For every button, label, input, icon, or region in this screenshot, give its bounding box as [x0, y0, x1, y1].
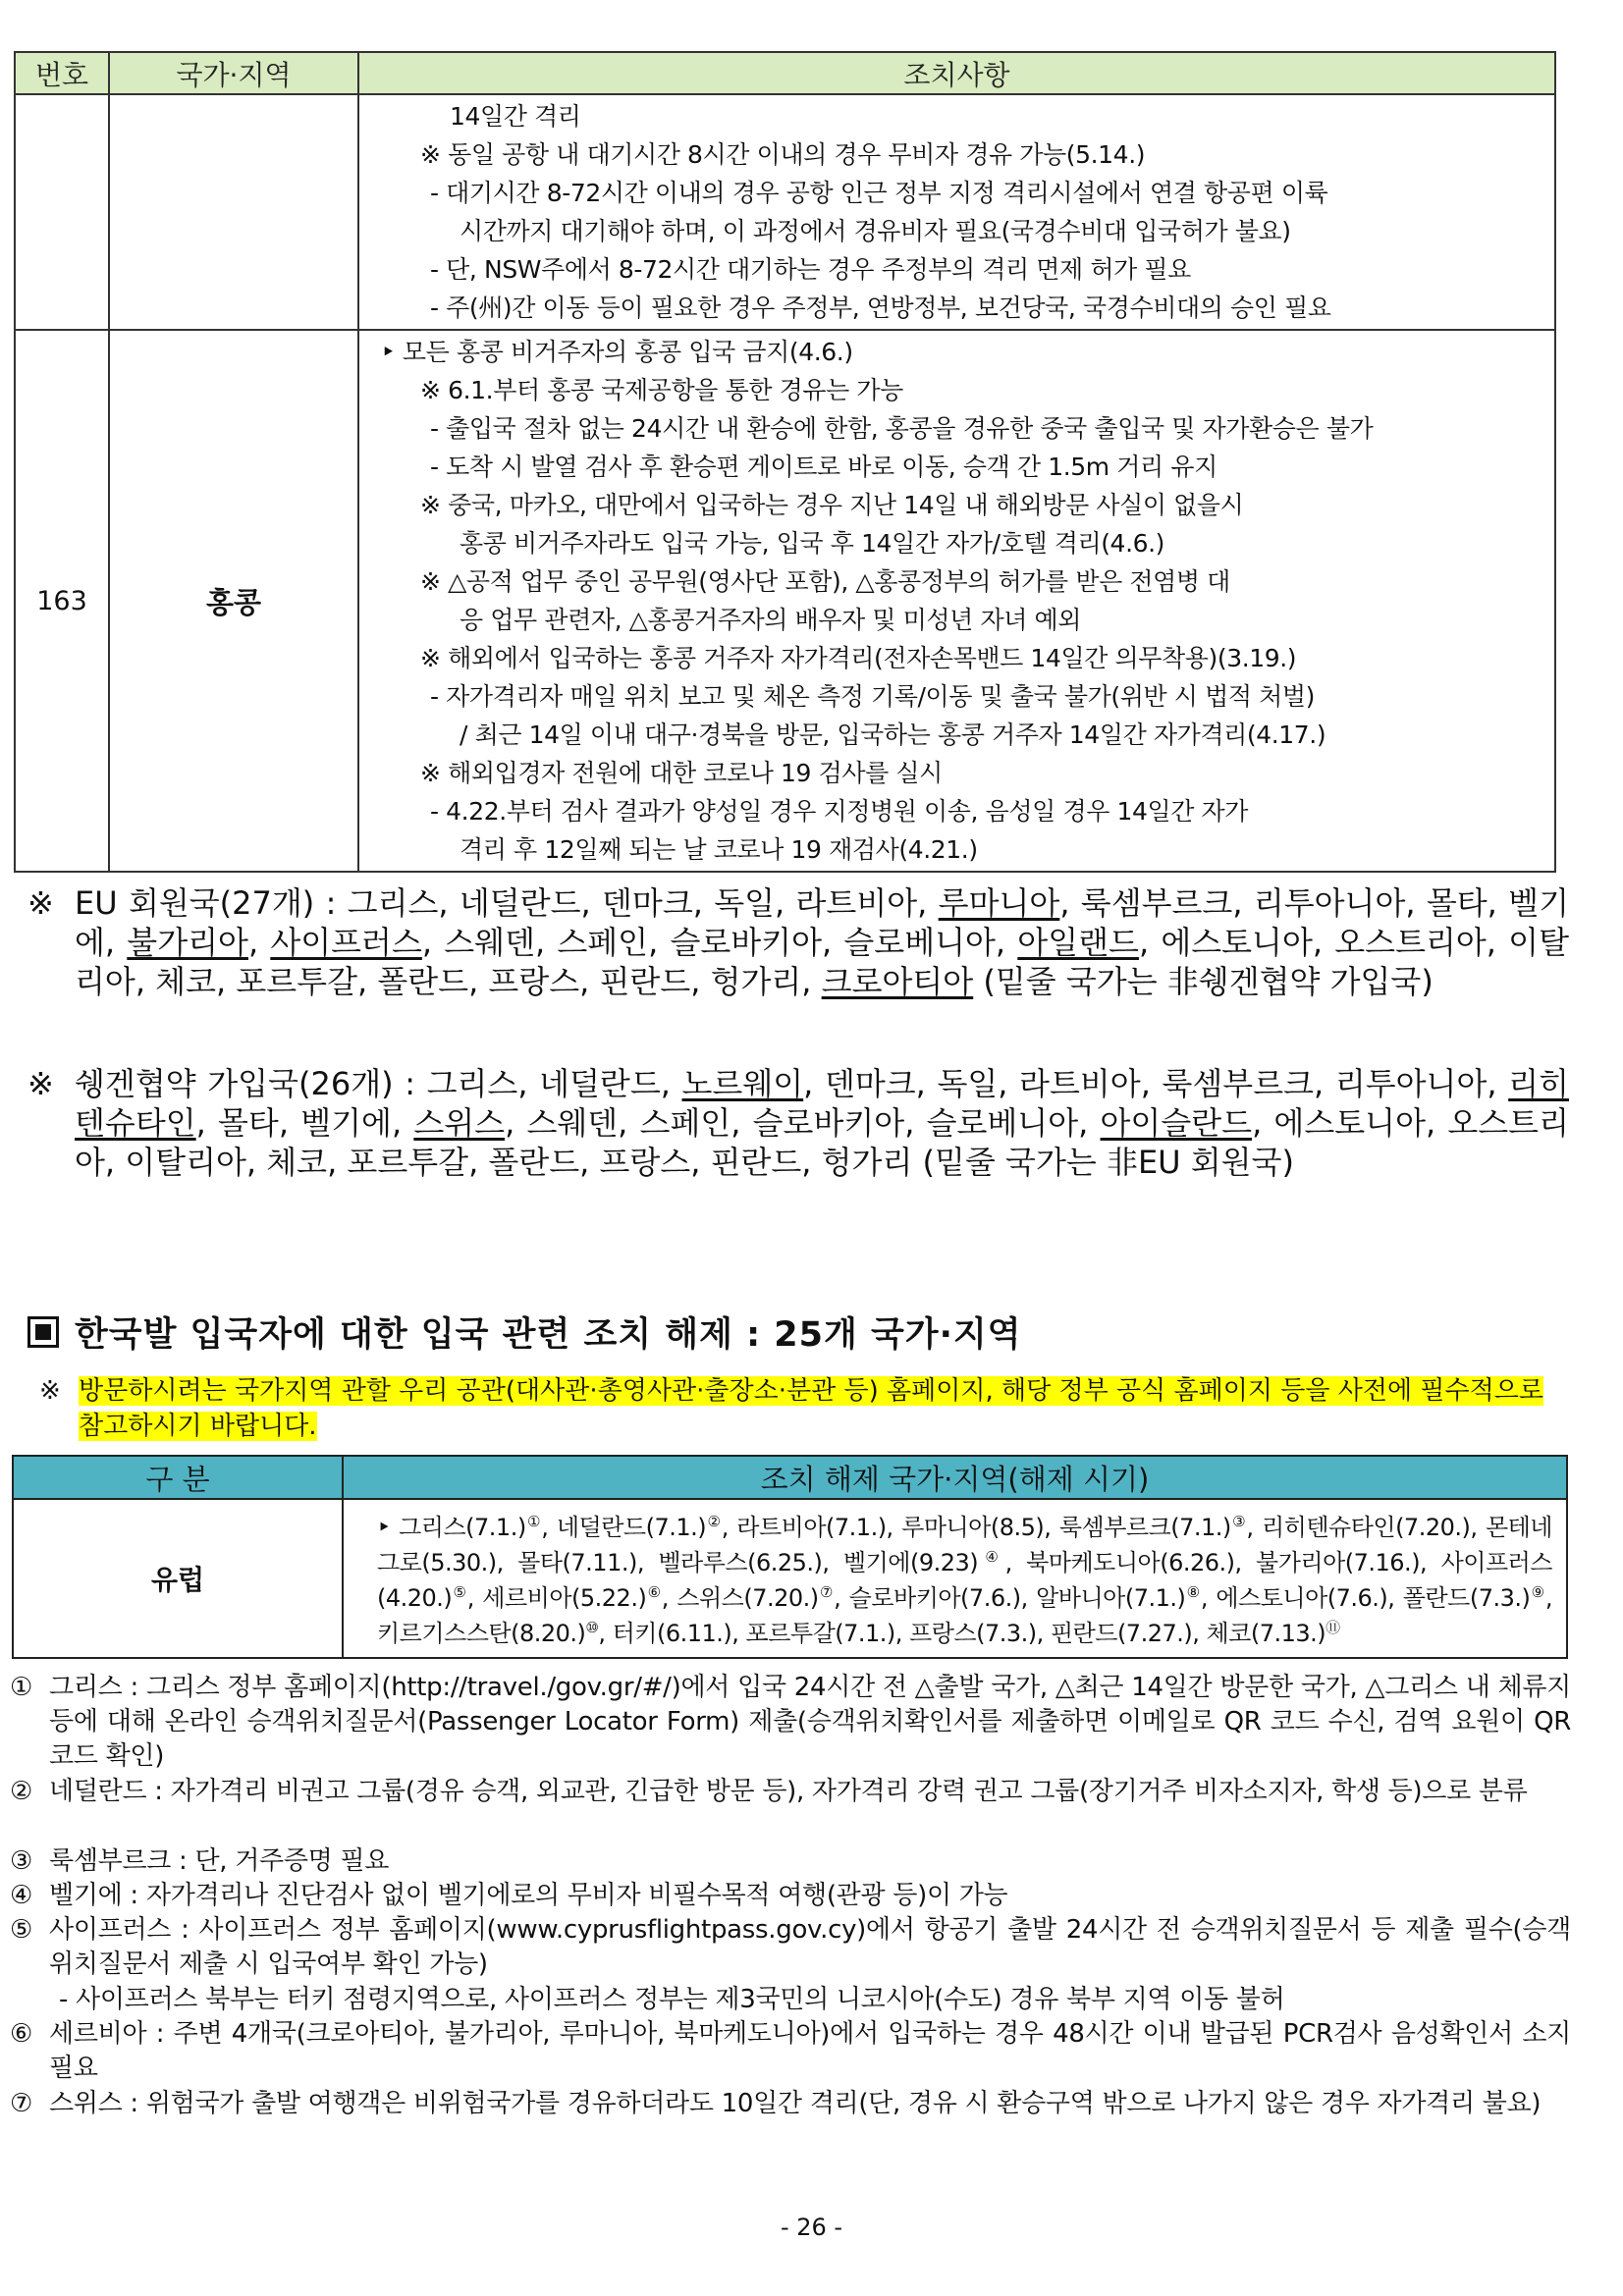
lifted-country-entry: , 슬로바키아(7.6.), 알바니아(7.1.) [834, 1584, 1186, 1612]
measure-line: ※ 6.1.부터 홍콩 국제공항을 통한 경유는 가능 [420, 376, 903, 404]
lifted-country-entry: , 에스토니아(7.6.), 폴란드(7.3.) [1200, 1584, 1531, 1612]
eu-members-text [75, 883, 1569, 1001]
measure-line: / 최근 14일 이내 대구·경북을 방문, 입국하는 홍콩 거주자 14일간 자가격리(4.17.) [460, 721, 1326, 749]
note-mark: ※ [27, 1065, 54, 1102]
measure-line: ※ △공적 업무 중인 공무원(영사단 포함), △홍콩정부의 허가를 받은 전염병 대 [420, 567, 1230, 596]
underlined-country: 스위스 [413, 1104, 506, 1142]
note-text-segment: , 에스토니아, 오스트리아, 이탈리아, 체코, 포르투갈, 폴란드, 프랑스, 핀란드, 헝가리 (밑줄 국가는 非EU 회원국) [75, 1104, 1570, 1181]
measure-line: ※ 동일 공항 내 대기시간 8시간 이내의 경우 무비자 경유 가능(5.14.) [420, 140, 1146, 169]
underlined-country: 불가리아 [127, 924, 248, 961]
eu-members-note [27, 883, 1569, 1001]
underlined-country: 크로아티아 [821, 963, 974, 1000]
lifted-country-entry: , 키르기스스탄(8.20.) [377, 1584, 1552, 1647]
cell-measures-hongkong [358, 330, 1555, 872]
measure-line: ※ 중국, 마카오, 대만에서 입국하는 경우 지난 14일 내 해외방문 사실이 없을시 [420, 491, 1244, 519]
footnote-item [10, 1671, 1571, 1774]
lifted-country-entry: , 세르비아(5.22.) [466, 1584, 647, 1612]
measure-line: - 대기시간 8-72시간 이내의 경우 공항 인근 정부 지정 격리시설에서 연결 항공편 이륙 [430, 179, 1328, 207]
footnote-item [10, 1913, 1571, 1982]
measure-line: ‣ 모든 홍콩 비거주자의 홍콩 입국 금지(4.6.) [381, 338, 853, 366]
measure-line: - 단, NSW주에서 8-72시간 대기하는 경우 주정부의 격리 면제 허가 필요 [430, 255, 1191, 284]
note-text-segment: , [247, 924, 271, 961]
underlined-country: 사이프러스 [270, 924, 422, 961]
measure-line: ※ 해외에서 입국하는 홍콩 거주자 자가격리(전자손목밴드 14일간 의무착용)(3.19.) [420, 644, 1297, 672]
header-measures: 조치사항 [358, 52, 1555, 94]
note-text-segment: , 덴마크, 독일, 라트비아, 룩셈부르크, 리투아니아, [803, 1065, 1509, 1102]
underlined-country: 루마니아 [938, 884, 1060, 922]
footnote-marker: ⑤ [10, 1915, 33, 1945]
measure-line: 14일간 격리 [450, 102, 581, 131]
footnote-marker: ③ [10, 1846, 33, 1876]
measure-line: 홍콩 비거주자라도 입국 가능, 입국 후 14일간 자가/호텔 격리(4.6.) [460, 529, 1165, 558]
footnote-marker: ⑦ [10, 2089, 33, 2118]
note-text-segment: , 스웨덴, 스페인, 슬로바키아, 슬로베니아, [505, 1104, 1101, 1142]
measure-line: ※ 해외입경자 전원에 대한 코로나 19 검사를 실시 [420, 759, 943, 787]
note-text-segment: EU 회원국(27개) : 그리스, 네덜란드, 덴마크, 독일, 라트비아, [75, 884, 939, 922]
footnote-item [10, 1844, 1571, 1879]
footnote-ref: ⑧ [1185, 1583, 1201, 1601]
table-row-europe [13, 1499, 1567, 1658]
cell-region: 유럽 [13, 1499, 343, 1658]
footnote-text: 네덜란드 : 자가격리 비권고 그룹(경유 승객, 외교관, 긴급한 방문 등), 자가격리 강력 권고 그룹(장기거주 비자소지자, 학생 등)으로 분류 [49, 1777, 1528, 1806]
footnote-ref: ① [525, 1513, 542, 1530]
footnote-marker: ⑥ [10, 2019, 33, 2049]
note-text-segment: (밑줄 국가는 非쉥겐협약 가입국) [973, 963, 1434, 1000]
measure-line: - 출입국 절차 없는 24시간 내 환승에 한함, 홍콩을 경유한 중국 출입국 및 자가환승은 불가 [430, 414, 1374, 443]
footnote-text: 벨기에 : 자가격리나 진단검사 없이 벨기에로의 무비자 비필수목적 여행(관광 등)이 가능 [49, 1881, 1008, 1910]
square-bullet-icon [27, 1316, 59, 1348]
measures-table-header [15, 52, 1555, 94]
underlined-country: 아일랜드 [1017, 924, 1139, 961]
footnote-item [10, 2017, 1571, 2086]
footnote-ref: ⑪ [1325, 1619, 1340, 1636]
footnote-text: 그리스 : 그리스 정부 홈페이지(http://travel./gov.gr/#/)에서 입국 24시간 전 △출발 국가, △최근 14일간 방문한 국가, △그리스 내 체류지 등에 대해 온라인 승객위치질문서(Passenger Locator Form) 제출(승객위치확인서를 제출하면 이메일로 QR 코드 수신, 검역 요원이 QR 코드 확인) [49, 1673, 1571, 1771]
lifted-country-entry: , 터키(6.11.), 포르투갈(7.1.), 프랑스(7.3.), 핀란드(7.27.), 체코(7.13.) [598, 1620, 1326, 1647]
underlined-country: 아이슬란드 [1100, 1104, 1253, 1142]
cell-country-list [343, 1499, 1567, 1658]
header-country: 국가·지역 [109, 52, 358, 94]
lifted-country-entry: ‣ 그리스(7.1.) [377, 1514, 526, 1541]
cell-number: 163 [15, 330, 109, 872]
footnote-item [10, 1775, 1571, 1809]
footnote-item [10, 2087, 1571, 2121]
cell-measures-continued [358, 94, 1555, 330]
footnote-ref: ⑤ [452, 1583, 467, 1601]
measure-line: 격리 후 12일째 되는 날 코로나 19 재검사(4.21.) [460, 835, 978, 864]
notice-mark: ※ [39, 1376, 61, 1406]
measure-line: - 도착 시 발열 검사 후 환승편 게이트로 바로 이동, 승객 간 1.5m 거리 유지 [430, 453, 1217, 481]
footnote-ref: ④ [978, 1548, 1005, 1566]
lifted-measures-table [12, 1455, 1568, 1659]
table-row-continued [15, 94, 1555, 330]
header-category: 구 분 [13, 1456, 343, 1499]
lifted-country-entry: , 라트비아(7.1.), 루마니아(8.5), 룩셈부르크(7.1.) [721, 1514, 1231, 1541]
lifted-country-entry: , 북마케도니아(6.26.), 불가리아(7.16.), 사이프러스(4.20.) [377, 1549, 1552, 1612]
measure-line: 시간까지 대기해야 하며, 이 과정에서 경유비자 필요(국경수비대 입국허가 불요) [460, 217, 1291, 245]
schengen-members-note [27, 1064, 1569, 1182]
footnote-ref: ⑦ [818, 1583, 835, 1601]
footnote-ref: ⑨ [1530, 1583, 1545, 1601]
note-text-segment: , 스웨덴, 스페인, 슬로바키아, 슬로베니아, [421, 924, 1018, 961]
footnote-subnote [10, 1983, 1571, 2017]
measures-table [14, 51, 1556, 873]
underlined-country: 노르웨이 [681, 1065, 804, 1102]
footnote-ref: ② [706, 1513, 722, 1530]
cell-country-empty [109, 94, 358, 330]
footnote-text: 세르비아 : 주변 4개국(크로아티아, 불가리아, 루마니아, 북마케도니아)에서 입국하는 경우 48시간 이내 발급된 PCR검사 음성확인서 소지 필요 [49, 2019, 1571, 2083]
footnote-marker: ④ [10, 1881, 33, 1910]
schengen-members-text [75, 1064, 1569, 1182]
footnote-text: 사이프러스 : 사이프러스 정부 홈페이지(www.cyprusflightpass.gov.cy)에서 항공기 출발 24시간 전 승객위치질문서 등 제출 필수(승객위치질문서 제출 시 입국여부 확인 가능) [49, 1915, 1571, 1979]
footnote-text: 스위스 : 위험국가 출발 여행객은 비위험국가를 경유하더라도 10일간 격리(단, 경유 시 환승구역 밖으로 나가지 않은 경우 자가격리 불요) [49, 2089, 1542, 2118]
footnote-ref: ③ [1230, 1513, 1247, 1530]
footnote-ref: ⑥ [646, 1583, 662, 1601]
lifted-country-entry: , 스위스(7.20.) [661, 1584, 819, 1612]
cell-number-empty [15, 94, 109, 330]
footnote-marker: ② [10, 1777, 33, 1806]
notice-text: 방문하시려는 국가지역 관할 우리 공관(대사관·총영사관·출장소·분관 등) 홈페이지, 해당 정부 공식 홈페이지 등을 사전에 필수적으로 참고하시기 바랍니다. [79, 1376, 1543, 1441]
header-number: 번호 [15, 52, 109, 94]
header-lifted-countries: 조치 해제 국가·지역(해제 시기) [343, 1456, 1567, 1499]
footnote-item [10, 1879, 1571, 1913]
lifted-country-entry: , 네덜란드(7.1.) [541, 1514, 707, 1541]
note-mark: ※ [27, 884, 54, 922]
lifted-country-entry: , 리히텐슈타인(7.20.), 몬테네그로(5.30.), 몰타(7.11.), 벨라루스(6.25.), 벨기에(9.23) [377, 1514, 1552, 1576]
measure-line: - 4.22.부터 검사 결과가 양성일 경우 지정병원 이송, 음성일 경우 14일간 자가 [430, 797, 1249, 826]
note-text-segment: , 몰타, 벨기에, [195, 1104, 414, 1142]
note-text-segment: , 에스토니아, 오스트리아, 이탈리아, 체코, 포르투갈, 폴란드, 프랑스, 핀란드, 헝가리, [75, 924, 1569, 1000]
footnote-text: - 사이프러스 북부는 터키 점령지역으로, 사이프러스 정부는 제3국민의 니코시아(수도) 경유 북부 지역 이동 불허 [59, 1985, 1285, 2014]
page-number: - 26 - [780, 2214, 843, 2241]
cell-country: 홍콩 [109, 330, 358, 872]
footnote-text: 룩셈부르크 : 단, 거주증명 필요 [49, 1846, 390, 1876]
underlined-country: 리히텐슈타인 [75, 1065, 1569, 1142]
table-row-hongkong [15, 330, 1555, 872]
measure-line: 응 업무 관련자, △홍콩거주자의 배우자 및 미성년 자녀 예외 [460, 606, 1081, 634]
footnote-ref: ⑩ [585, 1619, 599, 1636]
footnote-marker: ① [10, 1673, 33, 1702]
notice [39, 1373, 1571, 1444]
note-text-segment: 쉥겐협약 가입국(26개) : 그리스, 네덜란드, [75, 1065, 682, 1102]
measure-line: - 주(州)간 이동 등이 필요한 경우 주정부, 연방정부, 보건당국, 국경수비대의 승인 필요 [430, 294, 1331, 322]
note-text-segment: , 룩셈부르크, 리투아니아, 몰타, 벨기에, [75, 884, 1569, 961]
measure-line: - 자가격리자 매일 위치 보고 및 체온 측정 기록/이동 및 출국 불가(위반 시 법적 처벌) [430, 682, 1316, 711]
section-title: 한국발 입국자에 대한 입국 관련 조치 해제 : 25개 국가·지역 [75, 1315, 1022, 1355]
section-heading [27, 1308, 1022, 1357]
